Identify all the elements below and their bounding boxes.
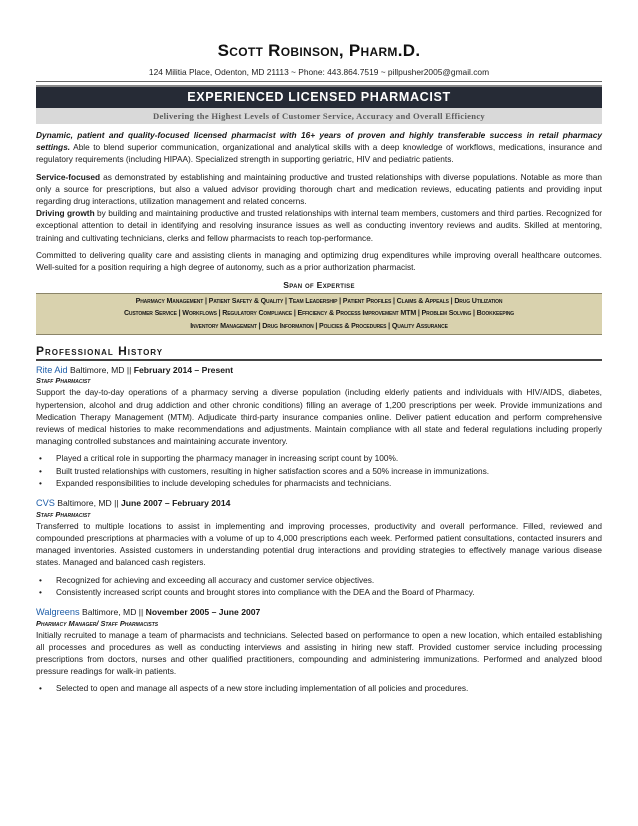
history-section-title: Professional History [36, 343, 164, 358]
bullet-icon: • [39, 586, 42, 597]
summary-lead-1: Dynamic, patient and quality-focused licensed pharmacist with 16+ years of proven and highly transferable success in retail pharmacy settings. [36, 130, 602, 153]
job-description: Transferred to multiple locations to assist in implementing and improving processes, productivity and overall performance. Filled, reviewed and compounded prescriptions at pharmacies with a volume of up to 4,000 prescriptions each week. Performed patient consultations, contacted insurers and managed inventories. Assisted customers in understanding potential drug interactions and providing strategies to effectively manage various disease states. Managed and balanced cash registers. [36, 520, 602, 568]
job-role: Staff Pharmacist [36, 376, 91, 386]
job-dates: February 2014 – Present [133, 364, 234, 375]
expertise-line-2: Customer Service | Workflows | Regulatory Compliance | Efficiency & Process Improvement MTM | Problem Solving | Bookkeeping [123, 309, 515, 318]
contact-line: 124 Militia Place, Odenton, MD 21113 ~ Phone: 443.864.7519 ~ pillpusher2005@gmail.com [148, 67, 490, 77]
headline-banner: EXPERIENCED LICENSED PHARMACIST [36, 85, 602, 108]
job-achievements [36, 574, 602, 599]
list-item: • Consistently increased script counts and brought stores into compliance with the DEA and the Board of Pharmacy. [39, 586, 475, 597]
resume-page [36, 0, 602, 695]
bullet-icon: • [39, 574, 42, 585]
headline-subtitle: Delivering the Highest Levels of Customer Service, Accuracy and Overall Efficiency [36, 108, 602, 124]
history-rule [36, 359, 602, 361]
job-description: Initially recruited to manage a team of pharmacists and technicians. Selected based on performance to open a new location, which entailed establishing all processes and procedures as well as conducting interviews and assisting in hiring new staff. Provided customer service including processing prescriptions from doctors, nurses and other qualified practitioners, compounding and administering immunizations. Performed and analyzed blood pressure readings for walk-in patients. [36, 629, 602, 677]
job-role: Staff Pharmacist [36, 509, 91, 519]
job-role: Pharmacy Manager/ Staff Pharmacists [36, 618, 159, 628]
job-description: Support the day-to-day operations of a pharmacy serving a diverse population (including elderly patients and individuals with HIV/AIDS, diabetes, hypertension, alcohol and drug addiction and other chronic conditions) filling an average of 1,200 prescriptions per week. Provide immunizations and Medication Therapy Management (MTM). Adjudicate third-party insurance companies online. Deliver patient education and perform comprehensive reviews of medical histories to make recommendations and adjustments. Maintain compliance with all state and federal regulations including properly managing controlled substances and maintaining accurate inventory. [36, 387, 602, 447]
expertise-line-3: Inventory Management | Drug Information | Policies & Procedures | Quality Assurance [190, 321, 448, 330]
list-item: • Recognized for achieving and exceeding all accuracy and customer service objectives. [39, 574, 375, 585]
job-achievements [36, 452, 602, 489]
summary-paragraph-4: Committed to delivering quality care and assisting clients in managing and optimizing drug expenditures while improving overall healthcare outcomes. Well-suited for a position requiring a high degree of autonomy, such as a prior authorization pharmacist. [36, 249, 602, 273]
job-location: Baltimore, MD || [67, 364, 134, 375]
header-rule [36, 81, 602, 82]
bullet-icon: • [39, 477, 42, 488]
summary-text-2: as demonstrated by establishing and maintaining productive and trusted relationships with diverse populations. Notable as more than only a source for prescriptions, but also a valued advisor providing thorough chart and medication reviews, educating patients and providing input regarding drug interactions, utilization management and related concerns. [36, 171, 602, 207]
expertise-title: Span of Expertise [283, 280, 355, 291]
summary-paragraph-1 [36, 129, 602, 166]
job-location: Baltimore, MD || [54, 498, 121, 509]
summary-text-3: by building and maintaining productive and trusted relationships with internal team members, customers and third parties. Recognized for exceptional attention to detail in identifying and resolving insurance issues as well as conducting inventory reviews and audits. Skilled at mentoring, training and cultivating technicians, clerks and fellow pharmacists to reach top-performance. [36, 208, 602, 243]
list-item: • Built trusted relationships with customers, resulting in higher satisfaction scores and a 50% increase in immunizations. [39, 465, 490, 476]
list-item: • Played a critical role in supporting the pharmacy manager in increasing script count by 100%. [39, 453, 399, 464]
job-entry [36, 364, 602, 377]
list-item: • Expanded responsibilities to include developing schedules for pharmacists and technicians. [39, 477, 392, 488]
list-item: • Selected to open and manage all aspects of a new store including implementation of all policies and procedures. [39, 683, 469, 694]
summary-text-1: Able to blend superior communication, organizational and analytical skills with a deep knowledge of workflows, medications, insurance and regulatory requirements (including HIPAA). Specialized strength in supporting geriatric, HIV and pediatric patients. [36, 142, 602, 165]
job-dates: June 2007 – February 2014 [120, 498, 231, 509]
candidate-name: Scott Robinson, Pharm.D. [217, 41, 421, 60]
job-dates: November 2005 – June 2007 [145, 607, 261, 618]
expertise-box [36, 293, 602, 335]
summary-paragraph-3 [36, 207, 602, 244]
job-company: Rite Aid [36, 364, 68, 375]
bullet-icon: • [39, 453, 42, 464]
job-location: Baltimore, MD || [79, 607, 146, 618]
summary-lead-2: Service-focused [36, 171, 101, 182]
job-achievements [36, 682, 602, 694]
job-company: CVS [36, 498, 55, 509]
job-company: Walgreens [36, 607, 80, 618]
job-entry [36, 606, 602, 619]
bullet-icon: • [39, 683, 42, 694]
summary-paragraph-2 [36, 171, 602, 208]
expertise-line-1: Pharmacy Management | Patient Safety & Quality | Team Leadership | Patient Profiles | Claims & Appeals | Drug Utilization [135, 297, 503, 306]
job-entry [36, 497, 602, 510]
bullet-icon: • [39, 465, 42, 476]
summary-lead-3: Driving growth [36, 208, 95, 219]
